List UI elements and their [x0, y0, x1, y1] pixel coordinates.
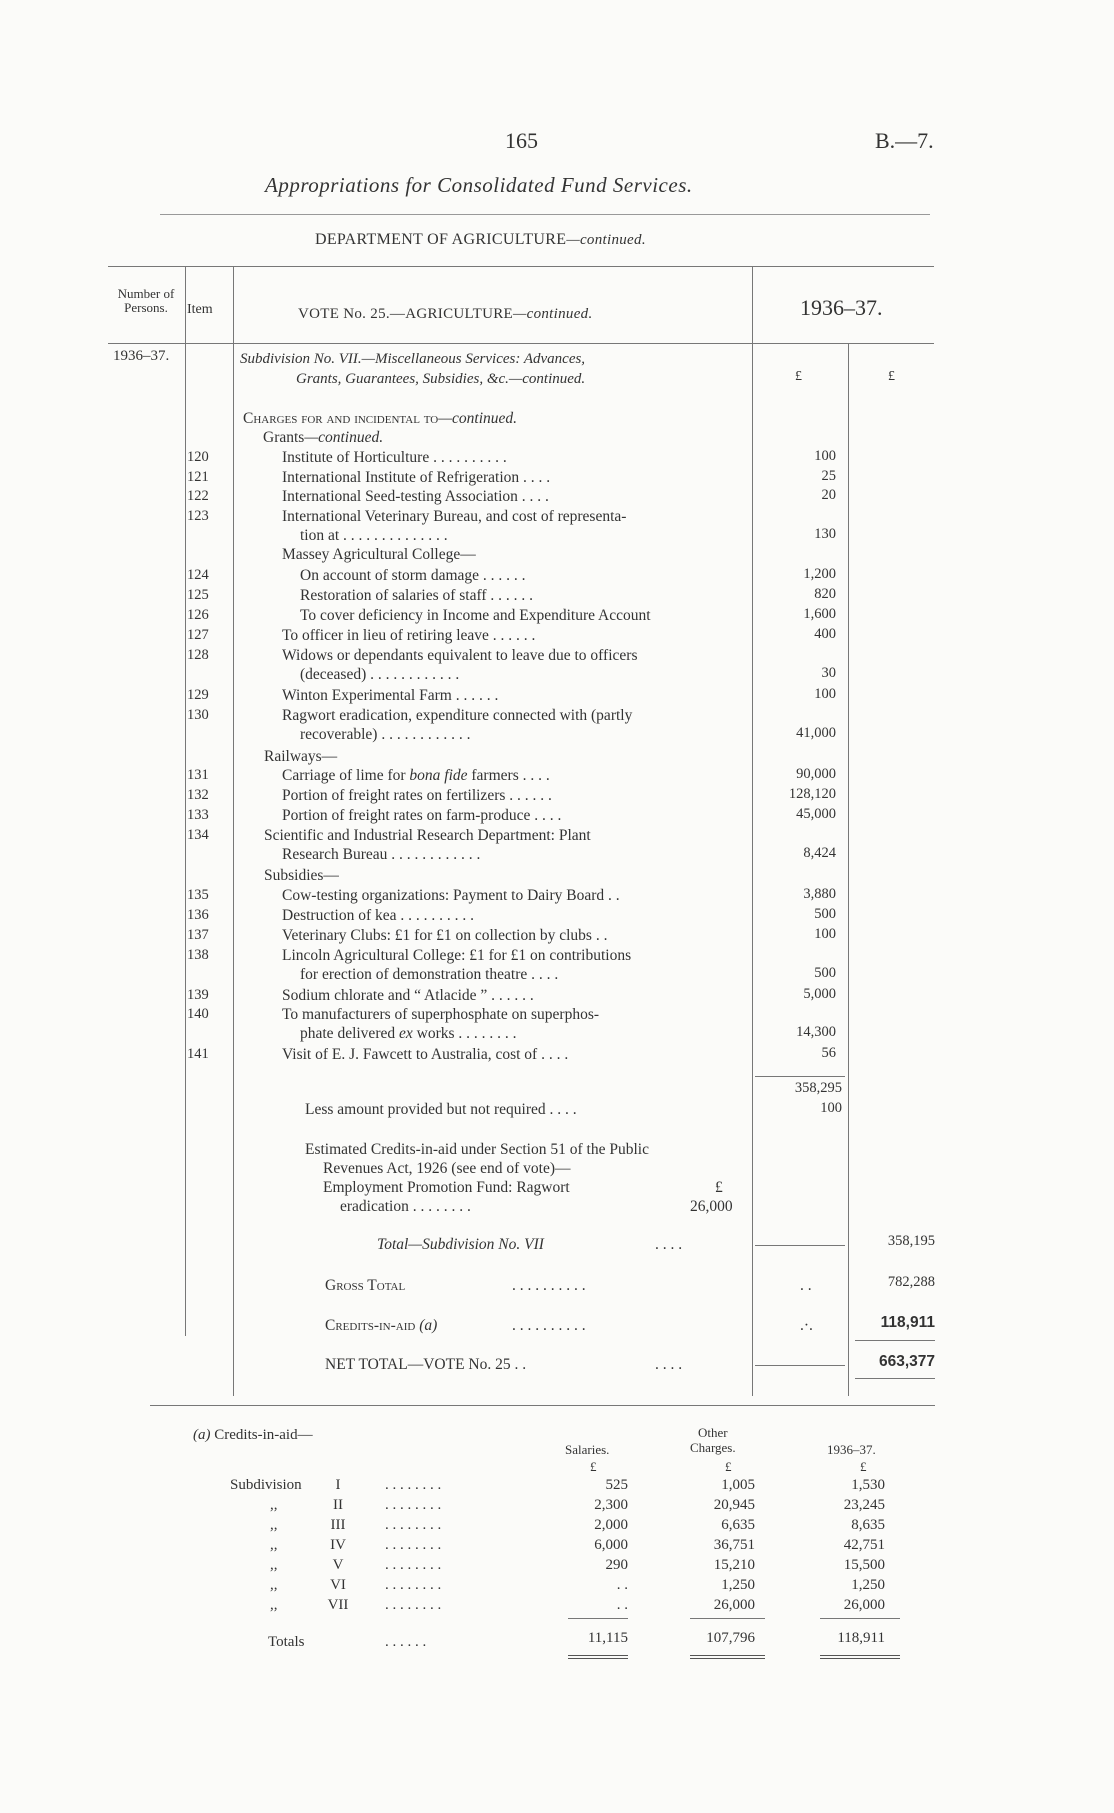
item-description-cont: for erection of demonstration theatre . . . . [300, 966, 559, 983]
footnote-sub-numeral: I [335, 1477, 341, 1493]
item-amount: 90,000 [796, 766, 836, 782]
item-description: Scientific and Industrial Research Department: Plant [264, 827, 591, 844]
item-description: Portion of freight rates on fertilizers . . . . . . [282, 787, 552, 804]
item-number: 134 [187, 827, 209, 843]
footnote-row-dots: . . . . . . . . [385, 1477, 442, 1493]
footnote-salaries: . . [616, 1577, 628, 1593]
item-description: International Veterinary Bureau, and cost of representa- [282, 508, 627, 525]
footnote-totals-other: 107,796 [706, 1630, 755, 1646]
item-amount: 3,880 [803, 886, 836, 902]
item-amount: 400 [814, 626, 836, 642]
item-amount: 30 [821, 665, 836, 681]
subdivision-title: Subdivision No. VII.—Miscellaneous Services: Advances, Grants, Guarantees, Subsidies, &c.—continued. [240, 351, 586, 387]
item-description: Portion of freight rates on farm-produce . . . . [282, 807, 562, 824]
footnote-total: 15,500 [843, 1557, 885, 1573]
estimated-line1: Estimated Credits-in-aid under Section 51 of the Public [305, 1141, 649, 1158]
page-code: B.—7. [875, 128, 934, 153]
footnote-total: 8,635 [851, 1517, 885, 1533]
item-number: 137 [187, 927, 209, 943]
item-description-cont: (deceased) . . . . . . . . . . . . [300, 666, 460, 683]
charges-heading: Charges for and incidental to—continued. [243, 410, 518, 427]
footnote-other: 1,250 [721, 1577, 755, 1593]
gross-total-amount: 782,288 [887, 1274, 935, 1290]
item-description: Veterinary Clubs: £1 for £1 on collection by clubs . . [282, 927, 608, 944]
item-number: 136 [187, 907, 209, 923]
footnote-pound1: £ [590, 1459, 597, 1474]
credits-amount: 118,911 [880, 1314, 935, 1331]
item-amount: 100 [814, 448, 836, 464]
net-total-dots: . . . . [655, 1356, 683, 1373]
net-total-label: NET TOTAL—VOTE No. 25 . . [325, 1356, 527, 1373]
footnote-ditto: ,, [270, 1537, 278, 1553]
less-amount: 100 [820, 1100, 842, 1116]
item-number: 141 [187, 1046, 209, 1062]
footnote-totals-salaries: 11,115 [587, 1630, 628, 1646]
total-subdivision-dots: . . . . [655, 1236, 683, 1253]
total-subdivision-amount: 358,195 [887, 1233, 935, 1249]
item-description: Lincoln Agricultural College: £1 for £1 on contributions [282, 947, 632, 964]
footnote-ditto: ,, [270, 1577, 278, 1593]
subsidies-heading: Subsidies— [264, 867, 339, 884]
credits-mid: .·. [800, 1317, 813, 1334]
item-amount: 128,120 [788, 786, 836, 802]
footnote-sub-numeral: V [332, 1557, 344, 1573]
year-header: 1936–37. [800, 295, 883, 320]
footnote-pound2: £ [725, 1459, 732, 1474]
item-number: 126 [187, 607, 209, 623]
item-description: To cover deficiency in Income and Expenditure Account [300, 607, 651, 624]
footnote-salaries: 290 [605, 1557, 628, 1573]
item-description: Winton Experimental Farm . . . . . . [282, 687, 499, 704]
persons-year: 1936–37. [113, 348, 170, 364]
item-description-cont: tion at . . . . . . . . . . . . . . [300, 527, 448, 544]
estimated-pound: £ [715, 1179, 723, 1196]
footnote-pound3: £ [860, 1459, 867, 1474]
department-heading: DEPARTMENT OF AGRICULTURE—continued. [315, 231, 646, 248]
item-description: Carriage of lime for bona fide farmers . . . . [282, 767, 550, 784]
footnote-other: 26,000 [713, 1597, 755, 1613]
item-amount: 1,600 [803, 606, 836, 622]
footnote-col-salaries: Salaries. [565, 1442, 610, 1457]
footnote-row-dots: . . . . . . . . [385, 1557, 442, 1573]
footnote-row-dots: . . . . . . . . [385, 1577, 442, 1593]
footnote-totals-label: Totals [268, 1634, 305, 1650]
footnote-total: 1,530 [851, 1477, 885, 1493]
item-description: Institute of Horticulture . . . . . . . . . . [282, 449, 507, 466]
footnote-salaries: 525 [605, 1477, 628, 1493]
item-description: Restoration of salaries of staff . . . . . . [300, 587, 534, 604]
item-amount: 130 [814, 526, 836, 542]
item-amount: 5,000 [803, 986, 836, 1002]
pound-col2: £ [888, 369, 895, 384]
item-amount: 820 [814, 586, 836, 602]
item-amount: 20 [821, 487, 836, 503]
item-amount: 25 [821, 468, 836, 484]
item-number: 140 [187, 1006, 209, 1022]
total-subdivision-label: Total—Subdivision No. VII [377, 1236, 544, 1253]
footnote-col-year: 1936–37. [827, 1442, 876, 1457]
footnote-other: 6,635 [721, 1517, 755, 1533]
less-label: Less amount provided but not required . . . . [305, 1101, 577, 1118]
item-number: 129 [187, 687, 209, 703]
item-number: 123 [187, 508, 209, 524]
footnote-sub-numeral: IV [330, 1537, 346, 1553]
item-description: Ragwort eradication, expenditure connected with (partly [282, 707, 633, 724]
item-description: On account of storm damage . . . . . . [300, 567, 526, 584]
item-description: To officer in lieu of retiring leave . . . . . . [282, 627, 536, 644]
item-amount: 14,300 [796, 1024, 836, 1040]
item-description: International Seed-testing Association . . . . [282, 488, 549, 505]
footnote-col-other: Other Charges. [690, 1425, 736, 1455]
item-number: 130 [187, 707, 209, 723]
item-number: 121 [187, 469, 209, 485]
item-number: 128 [187, 647, 209, 663]
item-description-cont: recoverable) . . . . . . . . . . . . [300, 726, 471, 743]
grants-heading: Grants—continued. [263, 429, 384, 446]
footnote-total: 1,250 [851, 1577, 885, 1593]
footnote-sub-numeral: II [333, 1497, 343, 1513]
item-description: Widows or dependants equivalent to leave due to officers [282, 647, 638, 664]
item-amount: 8,424 [803, 845, 836, 861]
item-description: Sodium chlorate and “ Atlacide ” . . . . . . [282, 987, 534, 1004]
footnote-salaries: 2,300 [594, 1497, 628, 1513]
footnote-other: 36,751 [713, 1537, 755, 1553]
item-number: 124 [187, 567, 209, 583]
net-total-amount: 663,377 [878, 1353, 935, 1370]
footnote-ditto: ,, [270, 1517, 278, 1533]
railways-heading: Railways— [264, 748, 338, 765]
item-amount: 500 [814, 906, 836, 922]
item-description-cont: phate delivered ex works . . . . . . . . [300, 1025, 517, 1042]
item-number: 131 [187, 767, 209, 783]
footnote-title: (a) Credits-in-aid— [193, 1427, 313, 1443]
estimated-amount: 26,000 [690, 1198, 733, 1215]
item-description: International Institute of Refrigeration . . . . [282, 469, 551, 486]
footnote-subdivision-label: Subdivision [230, 1477, 302, 1493]
footnote-total: 26,000 [843, 1597, 885, 1613]
estimated-line4: eradication . . . . . . . . [340, 1198, 471, 1215]
item-number: 132 [187, 787, 209, 803]
pound-col1: £ [795, 369, 802, 384]
credits-label: Credits-in-aid (a) [325, 1317, 438, 1334]
footnote-ditto: ,, [270, 1557, 278, 1573]
footnote-totals-total: 118,911 [837, 1630, 885, 1646]
footnote-sub-numeral: III [330, 1517, 346, 1533]
page-number: 165 [505, 128, 538, 153]
item-number: 138 [187, 947, 209, 963]
item-amount: 56 [821, 1045, 836, 1061]
footnote-row-dots: . . . . . . . . [385, 1497, 442, 1513]
credits-dots: . . . . . . . . . . [512, 1317, 586, 1334]
footnote-salaries: 2,000 [594, 1517, 628, 1533]
footnote-other: 1,005 [721, 1477, 755, 1493]
page-subtitle: Appropriations for Consolidated Fund Services. [265, 173, 693, 197]
footnote-sub-numeral: VII [327, 1597, 349, 1613]
item-header: Item [187, 302, 213, 317]
item-number: 125 [187, 587, 209, 603]
item-number: 133 [187, 807, 209, 823]
vote-title: VOTE No. 25.—AGRICULTURE—continued. [298, 306, 593, 322]
footnote-row-dots: . . . . . . . . [385, 1537, 442, 1553]
gross-total-dots: . . . . . . . . . . [512, 1277, 586, 1294]
footnote-ditto: ,, [270, 1497, 278, 1513]
footnote-ditto: ,, [270, 1597, 278, 1613]
item-number: 139 [187, 987, 209, 1003]
footnote-other: 20,945 [713, 1497, 755, 1513]
gross-total-label: Gross Total [325, 1277, 406, 1294]
item-number: 120 [187, 449, 209, 465]
item-description: Visit of E. J. Fawcett to Australia, cost of . . . . [282, 1046, 569, 1063]
subtotal-amount: 358,295 [794, 1080, 842, 1096]
item-amount: 500 [814, 965, 836, 981]
footnote-total: 23,245 [843, 1497, 885, 1513]
item-description: To manufacturers of superphosphate on superphos- [282, 1006, 600, 1023]
item-number: 127 [187, 627, 209, 643]
item-description: Destruction of kea . . . . . . . . . . [282, 907, 474, 924]
footnote-salaries: . . [616, 1597, 628, 1613]
estimated-line3: Employment Promotion Fund: Ragwort [323, 1179, 570, 1196]
gross-total-mid: . . [800, 1277, 812, 1294]
footnote-row-dots: . . . . . . . . [385, 1517, 442, 1533]
footnote-sub-numeral: VI [330, 1577, 346, 1593]
footnote-totals-dots: . . . . . . [385, 1634, 427, 1650]
footnote-other: 15,210 [713, 1557, 755, 1573]
item-number: 122 [187, 488, 209, 504]
item-amount: 1,200 [803, 566, 836, 582]
item-amount: 41,000 [796, 725, 836, 741]
footnote-total: 42,751 [843, 1537, 885, 1553]
massey-heading: Massey Agricultural College— [282, 546, 476, 563]
footnote-row-dots: . . . . . . . . [385, 1597, 442, 1613]
item-amount: 45,000 [796, 806, 836, 822]
item-description-cont: Research Bureau . . . . . . . . . . . . [282, 846, 481, 863]
item-amount: 100 [814, 926, 836, 942]
footnote-salaries: 6,000 [594, 1537, 628, 1553]
item-description: Cow-testing organizations: Payment to Dairy Board . . [282, 887, 620, 904]
estimated-line2: Revenues Act, 1926 (see end of vote)— [323, 1160, 571, 1177]
item-amount: 100 [814, 686, 836, 702]
number-of-persons-header: Number of Persons. [117, 286, 175, 315]
item-number: 135 [187, 887, 209, 903]
